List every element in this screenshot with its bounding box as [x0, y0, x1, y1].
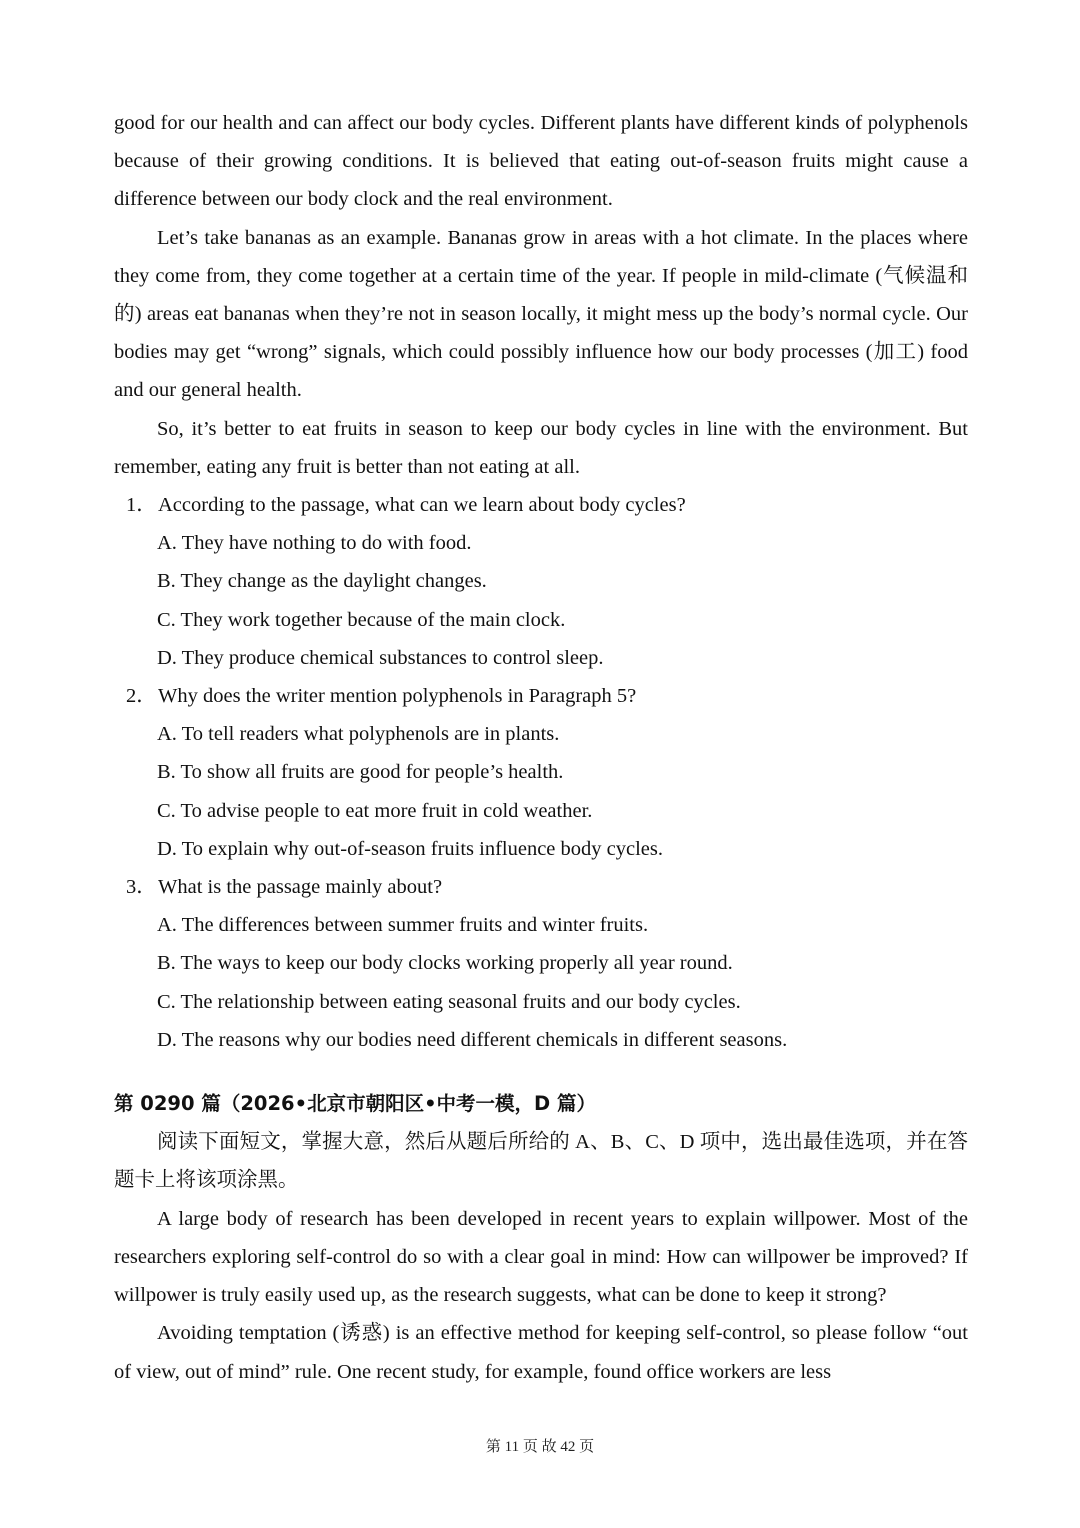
option-d: D. The reasons why our bodies need different chemicals in different seasons. [157, 1028, 788, 1051]
option-d: D. They produce chemical substances to control sleep. [157, 646, 604, 669]
question-1 [114, 486, 968, 677]
paragraph-top-3: So, it’s better to eat fruits in season to keep our body cycles in line with the environment. But remember, eating any fruit is better than not eating at all. [114, 417, 968, 478]
option-c: C. To advise people to eat more fruit in cold weather. [157, 799, 593, 822]
question-2 [114, 677, 968, 868]
question-number: 3． [126, 876, 157, 899]
option-c: C. They work together because of the main clock. [157, 608, 566, 631]
paragraph-top-2: Let’s take bananas as an example. Bananas grow in areas with a hot climate. In the places where they come from, they come together at a certain time of the year. If people in mild-climate (气候温和的) areas eat bananas when they’re not in season locally, it might mess up the body’s normal cycle. Our bodies may get “wrong” signals, which could possibly influence how our body processes (加工) food and our general health. [114, 226, 968, 402]
option-c: C. The relationship between eating seasonal fruits and our body cycles. [157, 990, 741, 1013]
option-b: B. The ways to keep our body clocks working properly all year round. [157, 952, 733, 975]
question-text: Why does the writer mention polyphenols in Paragraph 5? [158, 685, 637, 708]
paragraph-top-1: good for our health and can affect our body cycles. Different plants have different kinds of polyphenols because of their growing conditions. It is believed that eating out-of-season fruits might cause a difference between our body clock and the real environment. [114, 112, 968, 211]
option-d: D. To explain why out-of-season fruits influence body cycles. [157, 837, 664, 860]
option-b: B. To show all fruits are good for people’s health. [157, 761, 564, 784]
section-heading: 第 0290 篇（2026•北京市朝阳区•中考一模，D 篇） [114, 1092, 597, 1116]
option-b: B. They change as the daylight changes. [157, 570, 487, 593]
option-a: A. The differences between summer fruits and winter fruits. [157, 914, 649, 937]
instruction: 阅读下面短文，掌握大意，然后从题后所给的 A、B、C、D 项中，选出最佳选项，并在答题卡上将该项涂黑。 [114, 1131, 968, 1192]
question-number: 1． [126, 494, 157, 517]
option-a: A. To tell readers what polyphenols are in plants. [157, 723, 560, 746]
document-page [114, 104, 968, 1391]
paragraph-bottom-1: A large body of research has been developed in recent years to explain willpower. Most of the researchers exploring self-control do so with a clear goal in mind: How can willpower be improved? If willpower is truly easily used up, as the research suggests, what can be done to keep it strong? [114, 1207, 968, 1307]
question-number: 2． [126, 685, 157, 708]
question-text: According to the passage, what can we learn about body cycles? [158, 494, 686, 517]
option-a: A. They have nothing to do with food. [157, 532, 472, 555]
question-3 [114, 868, 968, 1059]
paragraph-bottom-2: Avoiding temptation (诱惑) is an effective method for keeping self-control, so please follow “out of view, out of mind” rule. One recent study, for example, found office workers are less [114, 1322, 968, 1383]
question-text: What is the passage mainly about? [158, 876, 443, 899]
page-footer: 第 11 页 故 42 页 [485, 1439, 595, 1455]
